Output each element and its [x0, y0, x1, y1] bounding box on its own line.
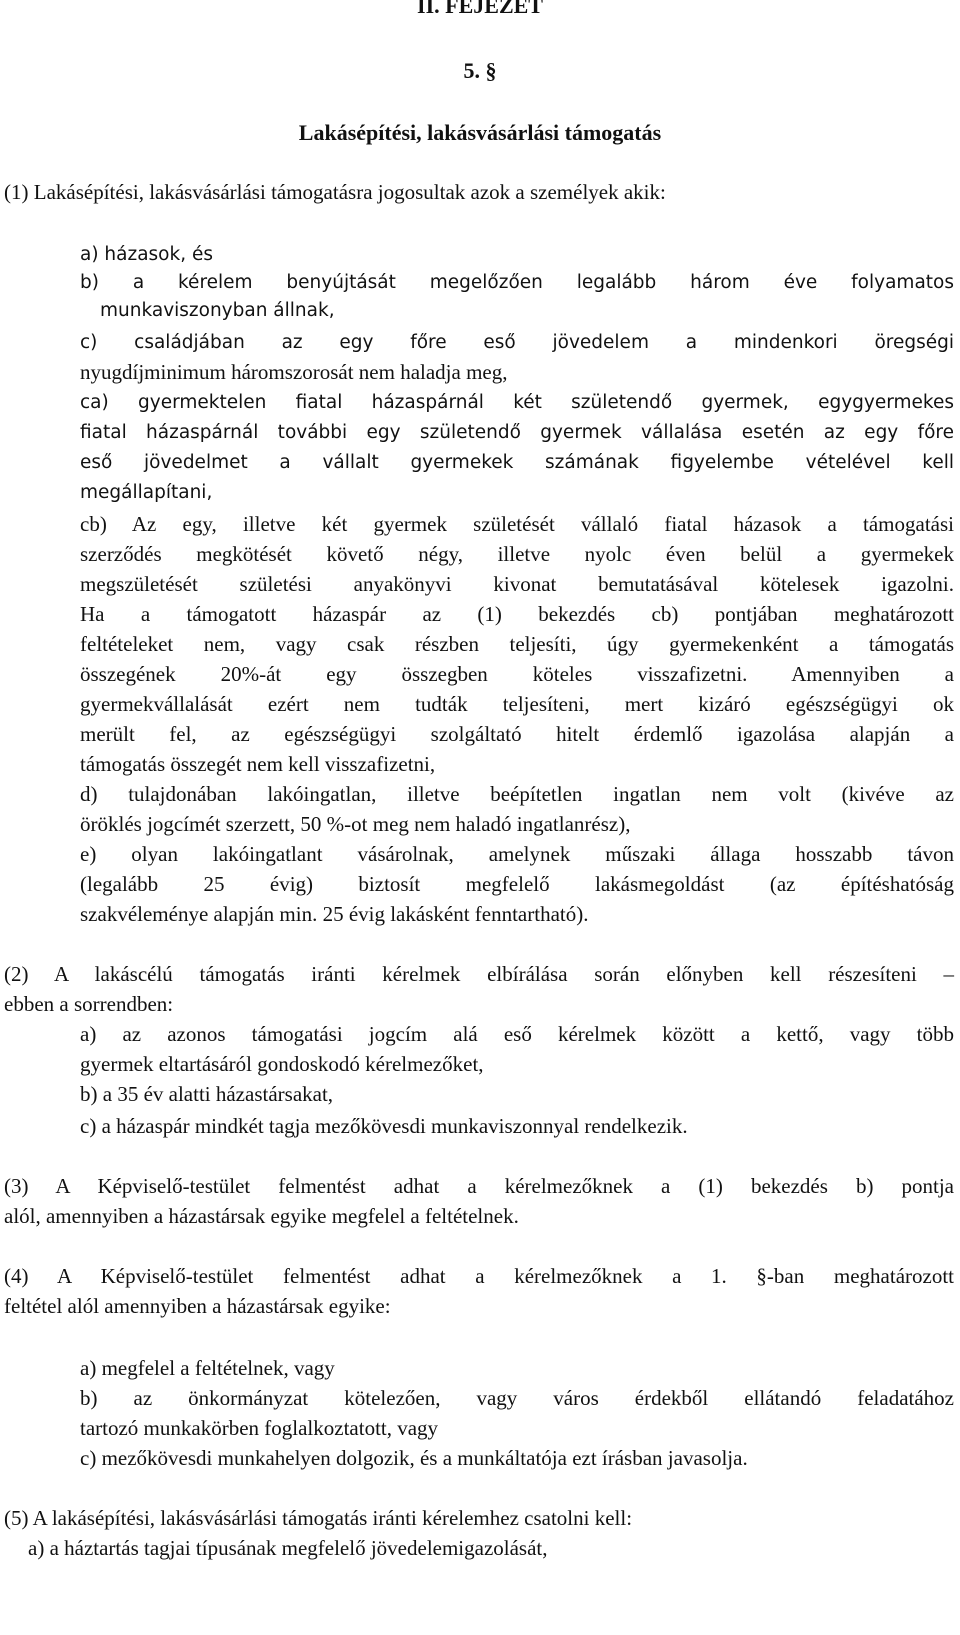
- list-item-5a: a) a háztartás tagjai típusának megfelelő jövedelemigazolását,: [28, 1536, 548, 1560]
- paragraph-2-intro-line2: ebben a sorrendben:: [4, 992, 174, 1016]
- list-item-4a: a) megfelel a feltételnek, vagy: [80, 1356, 335, 1380]
- list-item-1cb-line1: cb) Az egy, illetve két gyermek születését vállaló fiatal házasok a támogatási: [80, 512, 954, 536]
- list-item-1e-line3: szakvéleménye alapján min. 25 évig lakásként fenntartható).: [80, 902, 589, 926]
- paragraph-4-line2: feltétel alól amennyiben a házastársak egyike:: [4, 1294, 391, 1318]
- paragraph-4-line1: (4) A Képviselő-testület felmentést adhat a kérelmezőknek a 1. §-ban meghatározott: [4, 1264, 954, 1288]
- repayment-line2: feltételeket nem, vagy csak részben teljesíti, úgy gyermekenként a támogatás: [80, 632, 954, 656]
- list-item-1ca-line3: eső jövedelmet a vállalt gyermekek számának figyelembe vételével kell: [80, 452, 954, 473]
- paragraph-1-intro: (1) Lakásépítési, lakásvásárlási támogatásra jogosultak azok a személyek akik:: [4, 180, 666, 204]
- list-item-1d-line1: d) tulajdonában lakóingatlan, illetve beépítetlen ingatlan nem volt (kivéve az: [80, 782, 954, 806]
- paragraph-2-intro-line1: (2) A lakáscélú támogatás iránti kérelmek elbírálása során előnyben kell részesíteni –: [4, 962, 954, 986]
- list-item-1ca-line2: fiatal házaspárnál további egy születendő gyermek vállalása esetén az egy főre: [80, 422, 954, 443]
- list-item-1ca-line4: megállapítani,: [80, 482, 213, 503]
- list-item-1cb-line3: megszületését születési anyakönyvi kivonat bemutatásával kötelesek igazolni.: [80, 572, 954, 596]
- list-item-1c-line1: c) családjában az egy főre eső jövedelem a mindenkori öregségi: [80, 332, 954, 353]
- list-item-1a: a) házasok, és: [80, 244, 213, 265]
- paragraph-3-line2: alól, amennyiben a házastársak egyike megfelel a feltételnek.: [4, 1204, 519, 1228]
- list-item-1e-line2: (legalább 25 évig) biztosít megfelelő lakásmegoldást (az építéshatóság: [80, 872, 954, 896]
- list-item-2c: c) a házaspár mindkét tagja mezőkövesdi munkaviszonnyal rendelkezik.: [80, 1114, 688, 1138]
- list-item-1b-line2: munkaviszonyban állnak,: [100, 300, 335, 321]
- chapter-title: II. FEJEZET: [417, 0, 543, 18]
- repayment-line5: merült fel, az egészségügyi szolgáltató hitelt érdemlő igazolása alapján a: [80, 722, 954, 746]
- list-item-1d-line2: öröklés jogcímét szerzett, 50 %-ot meg nem haladó ingatlanrész),: [80, 812, 631, 836]
- repayment-line3: összegének 20%-át egy összegben köteles visszafizetni. Amennyiben a: [80, 662, 954, 686]
- paragraph-3-line1: (3) A Képviselő-testület felmentést adhat a kérelmezőknek a (1) bekezdés b) pontja: [4, 1174, 954, 1198]
- section-number: 5. §: [463, 58, 497, 83]
- list-item-4c: c) mezőkövesdi munkahelyen dolgozik, és a munkáltatója ezt írásban javasolja.: [80, 1446, 748, 1470]
- list-item-1b-line1: b) a kérelem benyújtását megelőzően legalább három éve folyamatos: [80, 272, 954, 293]
- list-item-4b-line1: b) az önkormányzat kötelezően, vagy város érdekből ellátandó feladatához: [80, 1386, 954, 1410]
- list-item-1cb-line2: szerződés megkötését követő négy, illetve nyolc éven belül a gyermekek: [80, 542, 954, 566]
- repayment-line4: gyermekvállalását ezért nem tudták teljesíteni, mert kizáró egészségügyi ok: [80, 692, 954, 716]
- list-item-1c-line2: nyugdíjminimum háromszorosát nem haladja meg,: [80, 360, 508, 384]
- list-item-2a-line1: a) az azonos támogatási jogcím alá eső kérelmek között a kettő, vagy több: [80, 1022, 954, 1046]
- list-item-1ca-line1: ca) gyermektelen fiatal házaspárnál két születendő gyermek, egygyermekes: [80, 392, 954, 413]
- paragraph-5-intro: (5) A lakásépítési, lakásvásárlási támogatás iránti kérelemhez csatolni kell:: [4, 1506, 633, 1530]
- section-heading: Lakásépítési, lakásvásárlási támogatás: [298, 120, 662, 145]
- list-item-2a-line2: gyermek eltartásáról gondoskodó kérelmezőket,: [80, 1052, 484, 1076]
- list-item-1e-line1: e) olyan lakóingatlant vásárolnak, amelynek műszaki állaga hosszabb távon: [80, 842, 954, 866]
- list-item-4b-line2: tartozó munkakörben foglalkoztatott, vagy: [80, 1416, 439, 1440]
- list-item-2b: b) a 35 év alatti házastársakat,: [80, 1082, 334, 1106]
- repayment-line1: Ha a támogatott házaspár az (1) bekezdés cb) pontjában meghatározott: [80, 602, 954, 626]
- repayment-line6: támogatás összegét nem kell visszafizetni,: [80, 752, 436, 776]
